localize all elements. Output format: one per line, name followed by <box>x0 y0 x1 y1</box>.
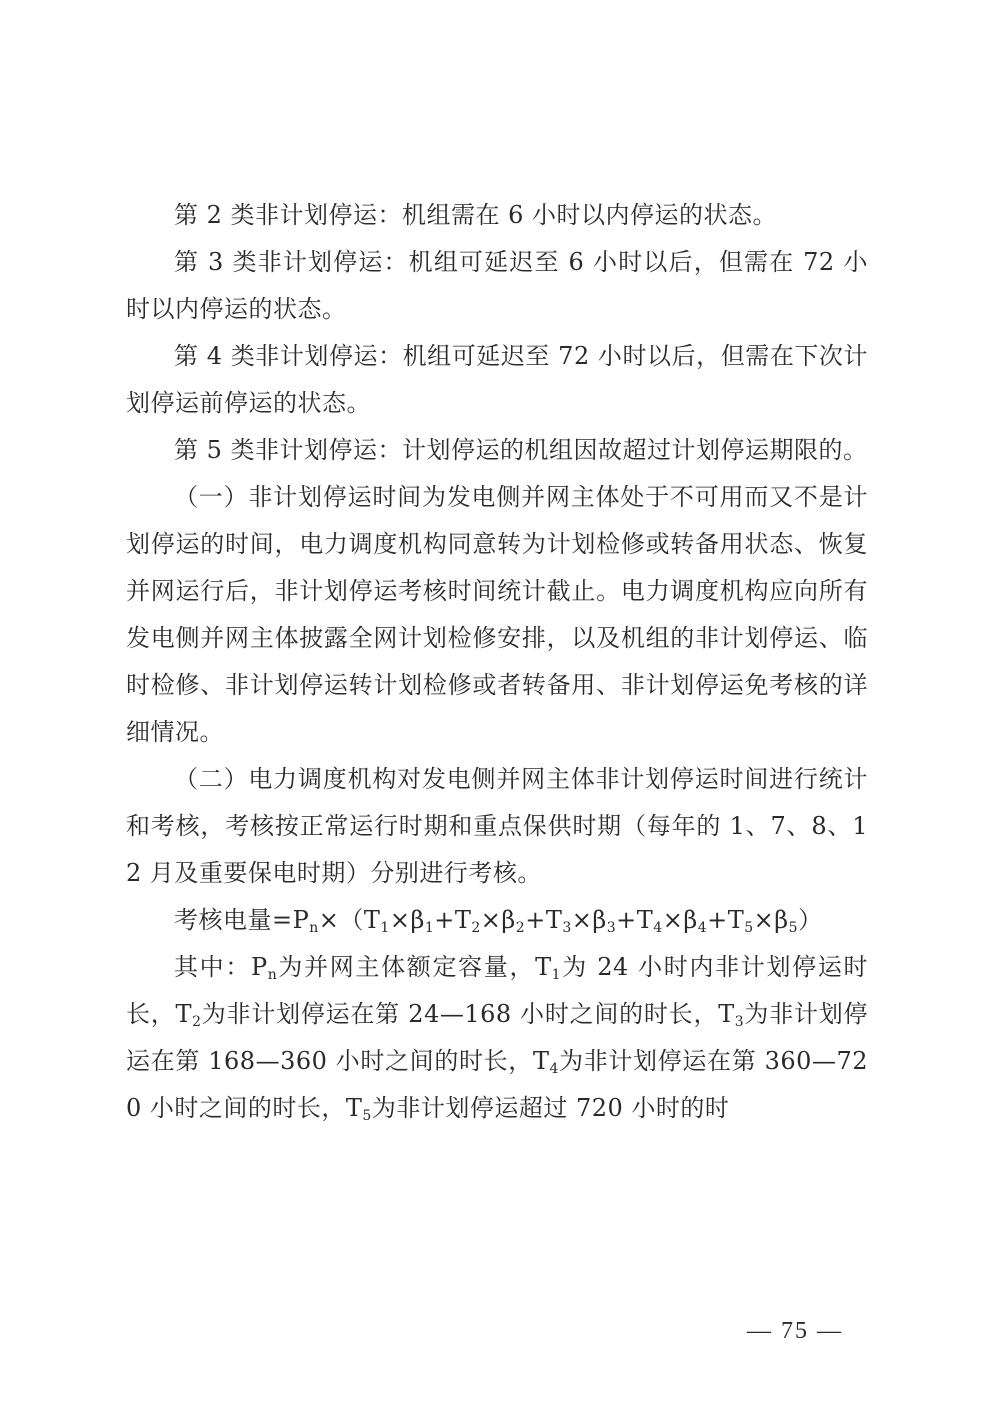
formula-subscript: 4 <box>653 920 663 936</box>
formula-part: ×β <box>753 906 789 934</box>
formula-part: +T <box>616 906 654 934</box>
formula-subscript: 5 <box>788 920 799 936</box>
paragraph-section-one: （一）非计划停运时间为发电侧并网主体处于不可用而又不是计划停运的时间，电力调度机构同意转为计划检修或转备用状态、恢复并网运行后，非计划停运考核时间统计截止。电力调度机构应向所有发电侧并网主体披露全网计划检修安排，以及机组的非计划停运、临时检修、非计划停运转计划检修或者转备用、非计划停运免考核的详细情况。 <box>126 483 868 746</box>
paragraph-type3-outage: 第 3 类非计划停运：机组可延迟至 6 小时以后，但需在 72 小时以内停运的状态。 <box>126 248 868 323</box>
page-number: — 75 — <box>747 1318 843 1344</box>
formula-subscript: 2 <box>471 920 481 936</box>
explanation-subscript: 3 <box>734 1014 745 1030</box>
formula-subscript: 4 <box>697 920 708 936</box>
explanation-part: 为非计划停运在第 168—360 小时之间的时长，T <box>126 1000 869 1075</box>
paragraph-section-two: （二）电力调度机构对发电侧并网主体非计划停运时间进行统计和考核，考核按正常运行时期和重点保供时期（每年的 1、7、8、12 月及重要保电时期）分别进行考核。 <box>126 765 868 887</box>
formula-part: 考核电量=P <box>174 906 310 934</box>
formula-part: ×β <box>662 906 698 934</box>
formula-part: +T <box>707 906 745 934</box>
explanation-subscript: 2 <box>192 1014 202 1030</box>
formula-subscript: 3 <box>562 920 572 936</box>
explanation-subscript: 4 <box>549 1061 559 1077</box>
explanation-part: 为并网主体额定容量，T <box>277 953 552 981</box>
explanation-part: 为非计划停运在第 24—168 小时之间的时长，T <box>201 1000 735 1028</box>
formula-explanation <box>126 944 868 1132</box>
assessment-formula <box>126 897 868 944</box>
explanation-part: 为非计划停运超过 720 小时的时 <box>371 1094 730 1122</box>
formula-subscript: 5 <box>744 920 754 936</box>
formula-subscript: 1 <box>380 920 390 936</box>
paragraph-type4-outage: 第 4 类非计划停运：机组可延迟至 72 小时以后，但需在下次计划停运前停运的状态。 <box>126 342 868 417</box>
formula-part: +T <box>525 906 563 934</box>
formula-part: ×β <box>571 906 607 934</box>
explanation-part: 其中：P <box>174 953 268 981</box>
paragraph-type2-outage: 第 2 类非计划停运：机组需在 6 小时以内停运的状态。 <box>174 201 778 229</box>
formula-subscript: 3 <box>606 920 617 936</box>
explanation-part: 为 24 小时内非计划停运时长，T <box>126 953 869 1028</box>
paragraph-type5-outage: 第 5 类非计划停运：计划停运的机组因故超过计划停运期限的。 <box>174 436 868 464</box>
document-body <box>126 192 868 1132</box>
formula-subscript: 2 <box>515 920 526 936</box>
formula-subscript: n <box>309 920 319 936</box>
explanation-subscript: 1 <box>551 967 562 983</box>
formula-part: ×β <box>389 906 425 934</box>
explanation-subscript: 5 <box>362 1108 372 1124</box>
formula-part: ×（T <box>318 906 381 934</box>
formula-part: ） <box>798 906 823 934</box>
formula-subscript: 1 <box>424 920 435 936</box>
formula-part: ×β <box>480 906 516 934</box>
formula-part: +T <box>434 906 472 934</box>
explanation-part: 为非计划停运在第 360—720 小时之间的时长，T <box>126 1047 868 1122</box>
explanation-subscript: n <box>267 967 278 983</box>
